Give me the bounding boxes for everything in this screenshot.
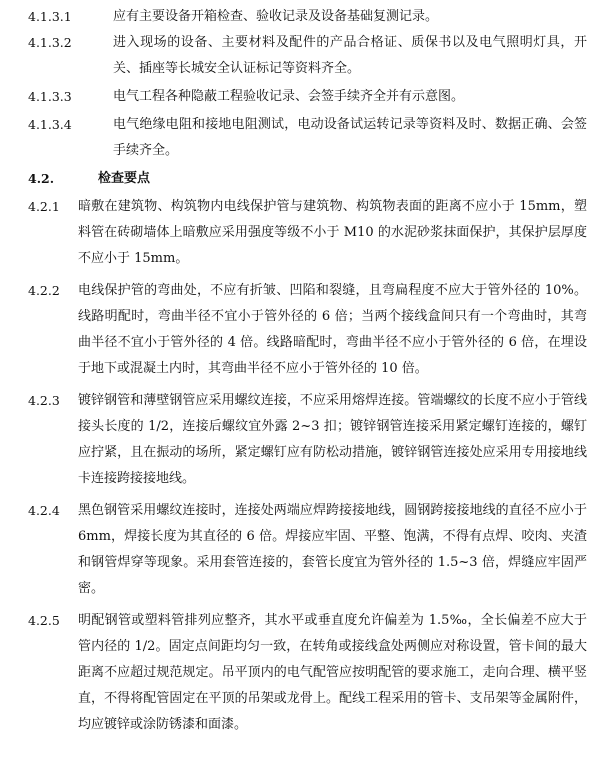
clause-number: 4.2.2 xyxy=(28,283,60,298)
clause-text: 明配钢管或塑料管排列应整齐，其水平或垂直度允许偏差为 1.5‰，全长偏差不应大于管内径的 1/2。固定点间距均匀一致，在转角或接线盒处两侧应对称设置，管卡间的最大距离不应超过规范规定。吊平顶内的电气配管应按明配管的要求施工，走向合理、横平竖直，不得将配管固定在平顶的吊架或龙骨上。配线工程采用的管卡、支吊架等金属附件，均应镀锌或涂防锈漆和面漆。 xyxy=(78,613,587,732)
clause-4-2-3 xyxy=(28,388,587,492)
section-title: 检查要点 xyxy=(98,171,151,186)
clause-4-2-4 xyxy=(28,498,587,602)
clause-4-1-3-4 xyxy=(28,112,587,164)
clause-text: 进入现场的设备、主要材料及配件的产品合格证、质保书以及电气照明灯具，开关、插座等长城安全认证标记等资料齐全。 xyxy=(113,35,587,76)
clause-number: 4.1.3.2 xyxy=(28,35,72,50)
clause-text: 应有主要设备开箱检查、验收记录及设备基础复测记录。 xyxy=(113,9,439,24)
clause-4-2-2 xyxy=(28,278,587,382)
clause-text: 镀锌钢管和薄壁钢管应采用螺纹连接，不应采用熔焊连接。管端螺纹的长度不应小于管线接头长度的 1/2，连接后螺纹宜外露 2~3 扣；镀锌钢管连接采用紧定螺钉连接的，螺钉应拧紧，且在振动的场所，紧定螺钉应有防松动措施，镀锌钢管连接处应采用专用接地线卡连接跨接接地线。 xyxy=(78,393,587,486)
clause-4-1-3-3 xyxy=(28,84,587,110)
clause-text: 黑色钢管采用螺纹连接时，连接处两端应焊跨接接地线，圆钢跨接接地线的直径不应小于 6mm，焊接长度为其直径的 6 倍。焊接应牢固、平整、饱满，不得有点焊、咬肉、夹渣和钢管焊穿等现象。采用套管连接的，套管长度宜为管外径的 1.5~3 倍，焊缝应牢固严密。 xyxy=(78,503,587,596)
clause-4-2-5 xyxy=(28,608,587,738)
clause-number: 4.1.3.1 xyxy=(28,9,72,24)
section-number: 4.2. xyxy=(28,171,55,186)
clause-4-1-3-2 xyxy=(28,30,587,82)
clause-number: 4.2.1 xyxy=(28,199,60,214)
section-heading-4-2 xyxy=(28,166,587,192)
clause-4-2-1 xyxy=(28,194,587,272)
clause-number: 4.1.3.4 xyxy=(28,117,72,132)
clause-text: 暗敷在建筑物、构筑物内电线保护管与建筑物、构筑物表面的距离不应小于 15mm，塑料管在砖砌墙体上暗敷应采用强度等级不小于 M10 的水泥砂浆抹面保护，其保护层厚度不应小于 15mm。 xyxy=(78,199,587,266)
clause-number: 4.2.5 xyxy=(28,613,60,628)
clause-text: 电线保护管的弯曲处，不应有折皱、凹陷和裂缝，且弯扁程度不应大于管外径的 10%。线路明配时，弯曲半径不宜小于管外径的 6 倍；当两个接线盒间只有一个弯曲时，其弯曲半径不宜小于管外径的 4 倍。线路暗配时，弯曲半径不应小于管外径的 6 倍，在埋设于地下或混凝土内时，其弯曲半径不应小于管外径的 10 倍。 xyxy=(78,283,587,376)
clause-text: 电气工程各种隐蔽工程验收记录、会签手续齐全并有示意图。 xyxy=(113,89,465,104)
clause-4-1-3-1 xyxy=(28,4,587,30)
clause-number: 4.1.3.3 xyxy=(28,89,72,104)
clause-number: 4.2.4 xyxy=(28,503,60,518)
clause-number: 4.2.3 xyxy=(28,393,60,408)
clause-text: 电气绝缘电阻和接地电阻测试，电动设备试运转记录等资料及时、数据正确、会签手续齐全。 xyxy=(113,117,587,158)
